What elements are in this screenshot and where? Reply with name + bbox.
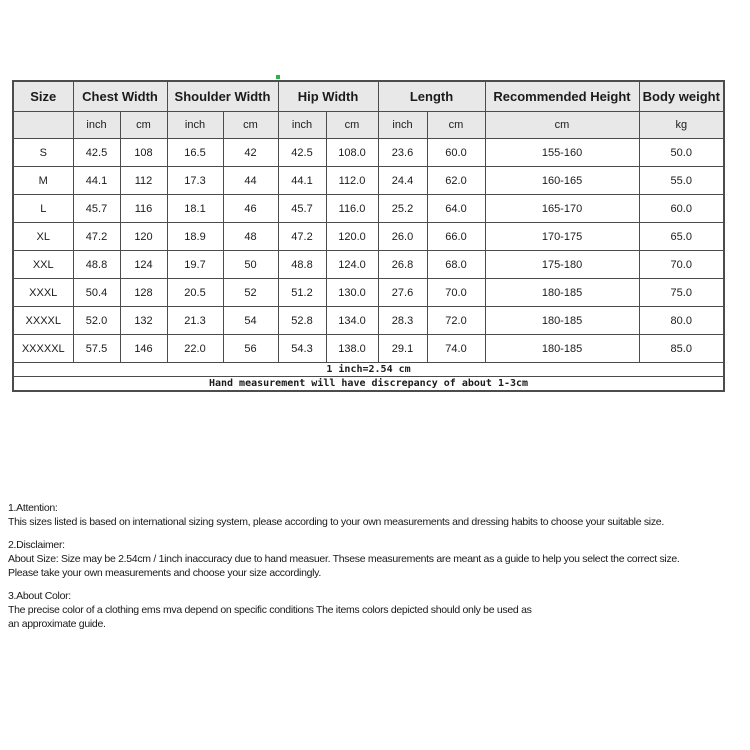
value-cell: 65.0 (639, 223, 724, 251)
value-cell: 48.8 (73, 251, 120, 279)
value-cell: 44.1 (73, 167, 120, 195)
header-hip-width: Hip Width (278, 81, 378, 112)
size-label-cell: XL (13, 223, 73, 251)
value-cell: 60.0 (639, 195, 724, 223)
value-cell: 108.0 (326, 139, 378, 167)
header-chest-width: Chest Width (73, 81, 167, 112)
value-cell: 54.3 (278, 335, 326, 363)
unit-hip-cm: cm (326, 112, 378, 139)
value-cell: 27.6 (378, 279, 427, 307)
size-label-cell: XXXXXL (13, 335, 73, 363)
disclaimer-section (8, 538, 750, 580)
unit-chest-cm: cm (120, 112, 167, 139)
table-row (13, 335, 724, 363)
size-label-cell: XXXXL (13, 307, 73, 335)
header-length: Length (378, 81, 485, 112)
value-cell: 54 (223, 307, 278, 335)
value-cell: 180-185 (485, 335, 639, 363)
value-cell: 45.7 (73, 195, 120, 223)
note-inch-conversion: 1 inch=2.54 cm (13, 363, 724, 377)
value-cell: 128 (120, 279, 167, 307)
table-body (13, 139, 724, 363)
value-cell: 112.0 (326, 167, 378, 195)
size-label-cell: M (13, 167, 73, 195)
value-cell: 116 (120, 195, 167, 223)
value-cell: 25.2 (378, 195, 427, 223)
size-chart-table (12, 80, 725, 392)
size-label-cell: XXL (13, 251, 73, 279)
value-cell: 175-180 (485, 251, 639, 279)
value-cell: 48.8 (278, 251, 326, 279)
value-cell: 74.0 (427, 335, 485, 363)
value-cell: 70.0 (639, 251, 724, 279)
value-cell: 132 (120, 307, 167, 335)
value-cell: 112 (120, 167, 167, 195)
value-cell: 20.5 (167, 279, 223, 307)
value-cell: 70.0 (427, 279, 485, 307)
value-cell: 146 (120, 335, 167, 363)
unit-shoulder-inch: inch (167, 112, 223, 139)
value-cell: 28.3 (378, 307, 427, 335)
value-cell: 116.0 (326, 195, 378, 223)
table-row (13, 195, 724, 223)
value-cell: 26.8 (378, 251, 427, 279)
value-cell: 155-160 (485, 139, 639, 167)
value-cell: 75.0 (639, 279, 724, 307)
unit-height-cm: cm (485, 112, 639, 139)
value-cell: 16.5 (167, 139, 223, 167)
value-cell: 48 (223, 223, 278, 251)
about-color-text-line-1: The precise color of a clothing ems mva depend on specific conditions The items colors depicted should only be used as (8, 604, 532, 616)
value-cell: 29.1 (378, 335, 427, 363)
value-cell: 18.9 (167, 223, 223, 251)
table-row (13, 279, 724, 307)
value-cell: 24.4 (378, 167, 427, 195)
table-row (13, 223, 724, 251)
table-header (13, 81, 724, 139)
table-row (13, 307, 724, 335)
value-cell: 85.0 (639, 335, 724, 363)
value-cell: 80.0 (639, 307, 724, 335)
size-label-cell: S (13, 139, 73, 167)
header-size: Size (13, 81, 73, 112)
value-cell: 26.0 (378, 223, 427, 251)
value-cell: 52.0 (73, 307, 120, 335)
value-cell: 44.1 (278, 167, 326, 195)
value-cell: 46 (223, 195, 278, 223)
value-cell: 130.0 (326, 279, 378, 307)
value-cell: 44 (223, 167, 278, 195)
attention-section (8, 501, 750, 529)
artifact-green-dot (276, 75, 280, 79)
value-cell: 42.5 (278, 139, 326, 167)
value-cell: 124 (120, 251, 167, 279)
about-color-text-line-2: an approximate guide. (8, 618, 106, 630)
value-cell: 45.7 (278, 195, 326, 223)
unit-hip-inch: inch (278, 112, 326, 139)
unit-shoulder-cm: cm (223, 112, 278, 139)
value-cell: 180-185 (485, 279, 639, 307)
table-footer (13, 363, 724, 392)
value-cell: 134.0 (326, 307, 378, 335)
value-cell: 50 (223, 251, 278, 279)
value-cell: 52.8 (278, 307, 326, 335)
value-cell: 22.0 (167, 335, 223, 363)
table-row (13, 167, 724, 195)
value-cell: 51.2 (278, 279, 326, 307)
value-cell: 66.0 (427, 223, 485, 251)
value-cell: 108 (120, 139, 167, 167)
value-cell: 19.7 (167, 251, 223, 279)
value-cell: 42 (223, 139, 278, 167)
disclaimer-text-line-2: Please take your own measurements and choose your size accordingly. (8, 567, 321, 579)
about-color-heading: 3.About Color: (8, 590, 71, 602)
value-cell: 62.0 (427, 167, 485, 195)
header-recommended-height: Recommended Height (485, 81, 639, 112)
value-cell: 57.5 (73, 335, 120, 363)
attention-heading: 1.Attention: (8, 502, 58, 514)
size-label-cell: L (13, 195, 73, 223)
unit-empty-cell (13, 112, 73, 139)
unit-length-cm: cm (427, 112, 485, 139)
table-row (13, 139, 724, 167)
value-cell: 64.0 (427, 195, 485, 223)
value-cell: 165-170 (485, 195, 639, 223)
value-cell: 50.0 (639, 139, 724, 167)
value-cell: 17.3 (167, 167, 223, 195)
value-cell: 47.2 (73, 223, 120, 251)
attention-text: This sizes listed is based on international sizing system, please according to your own measurements and dressing habits to choose your suitable size. (8, 516, 664, 528)
value-cell: 52 (223, 279, 278, 307)
value-cell: 138.0 (326, 335, 378, 363)
value-cell: 160-165 (485, 167, 639, 195)
note-row-inch-conversion (13, 363, 724, 377)
value-cell: 72.0 (427, 307, 485, 335)
value-cell: 42.5 (73, 139, 120, 167)
disclaimer-text-line-1: About Size: Size may be 2.54cm / 1inch inaccuracy due to hand measuer. Thsese measurements are meant as a guide to help you select the correct size. (8, 553, 680, 565)
unit-chest-inch: inch (73, 112, 120, 139)
value-cell: 47.2 (278, 223, 326, 251)
unit-row (13, 112, 724, 139)
header-body-weight: Body weight (639, 81, 724, 112)
value-cell: 23.6 (378, 139, 427, 167)
value-cell: 120.0 (326, 223, 378, 251)
header-shoulder-width: Shoulder Width (167, 81, 278, 112)
value-cell: 60.0 (427, 139, 485, 167)
value-cell: 124.0 (326, 251, 378, 279)
note-row-hand-measurement (13, 377, 724, 392)
disclaimer-heading: 2.Disclaimer: (8, 539, 65, 551)
header-group-row (13, 81, 724, 112)
value-cell: 68.0 (427, 251, 485, 279)
about-color-section (8, 589, 750, 631)
table-row (13, 251, 724, 279)
value-cell: 21.3 (167, 307, 223, 335)
value-cell: 18.1 (167, 195, 223, 223)
value-cell: 170-175 (485, 223, 639, 251)
unit-length-inch: inch (378, 112, 427, 139)
info-sections (8, 501, 750, 640)
note-hand-measurement: Hand measurement will have discrepancy of about 1-3cm (13, 377, 724, 392)
value-cell: 120 (120, 223, 167, 251)
size-label-cell: XXXL (13, 279, 73, 307)
value-cell: 50.4 (73, 279, 120, 307)
value-cell: 56 (223, 335, 278, 363)
value-cell: 55.0 (639, 167, 724, 195)
unit-weight-kg: kg (639, 112, 724, 139)
value-cell: 180-185 (485, 307, 639, 335)
